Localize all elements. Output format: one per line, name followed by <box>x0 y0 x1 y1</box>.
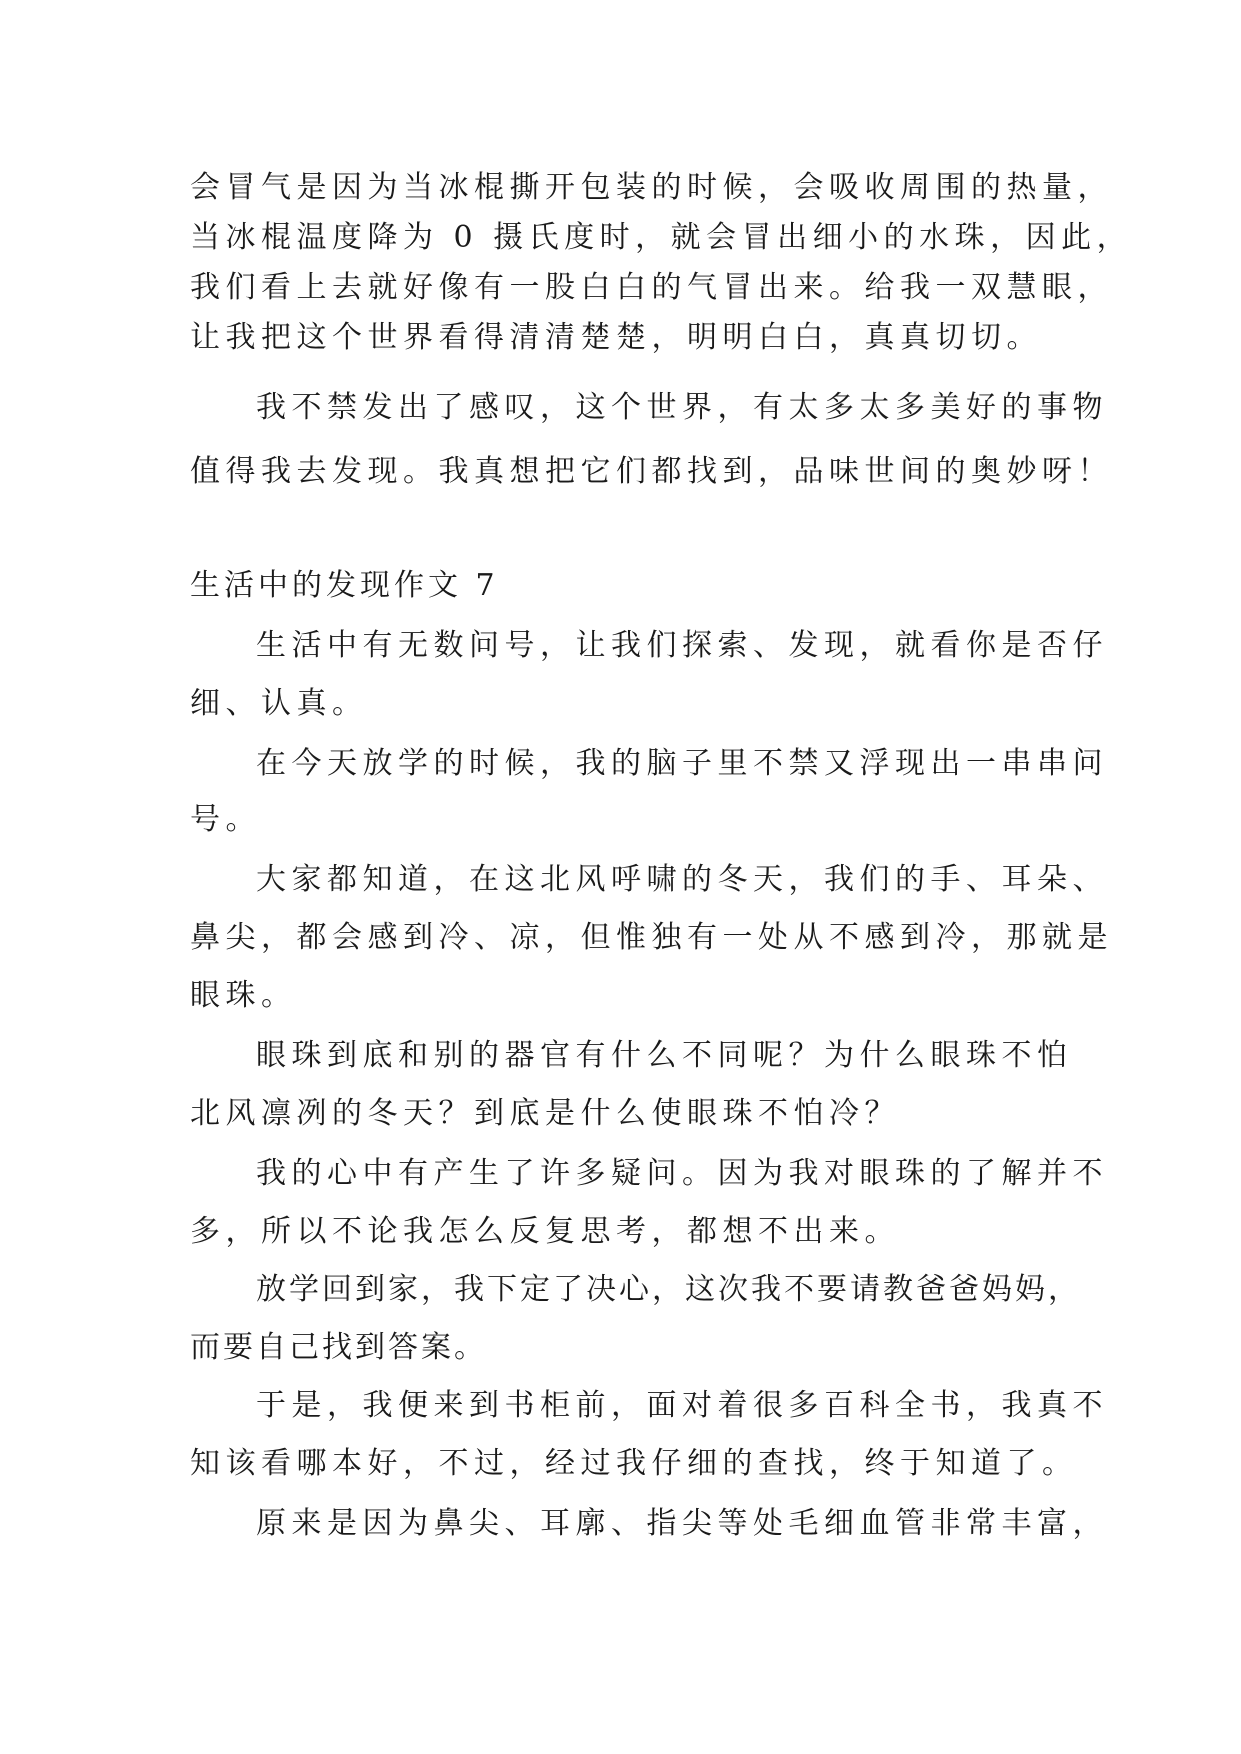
text-line: 而要自己找到答案。 <box>190 1330 487 1365</box>
text-line: 会冒气是因为当冰棍撕开包装的时候，会吸收周围的热量， <box>190 170 1113 205</box>
text-line: 知该看哪本好，不过，经过我仔细的查找，终于知道了。 <box>190 1446 1078 1481</box>
text-line: 鼻尖，都会感到冷、凉，但惟独有一处从不感到冷，那就是 <box>190 920 1113 955</box>
text-line: 号。 <box>190 802 261 837</box>
text-line: 在今天放学的时候，我的脑子里不禁又浮现出一串串问 <box>256 746 1108 781</box>
text-line: 于是，我便来到书柜前，面对着很多百科全书，我真不 <box>256 1388 1108 1423</box>
text-line: 眼珠。 <box>190 978 297 1013</box>
text-line: 我不禁发出了感叹，这个世界，有太多太多美好的事物 <box>256 390 1108 425</box>
text-line: 原来是因为鼻尖、耳廓、指尖等处毛细血管非常丰富， <box>256 1506 1108 1541</box>
text-line: 生活中有无数问号，让我们探索、发现，就看你是否仔 <box>256 628 1108 663</box>
text-line: 我们看上去就好像有一股白白的气冒出来。给我一双慧眼， <box>190 270 1113 305</box>
text-line: 值得我去发现。我真想把它们都找到，品味世间的奥妙呀！ <box>190 454 1113 489</box>
text-line: 北风凛冽的冬天？到底是什么使眼珠不怕冷？ <box>190 1096 900 1131</box>
text-line: 让我把这个世界看得清清楚楚，明明白白，真真切切。 <box>190 320 1042 355</box>
text-line: 当冰棍温度降为 0 摄氏度时，就会冒出细小的水珠，因此， <box>190 220 1133 255</box>
essay-heading: 生活中的发现作文 7 <box>190 568 499 603</box>
text-line: 我的心中有产生了许多疑问。因为我对眼珠的了解并不 <box>256 1156 1108 1191</box>
text-line: 眼珠到底和别的器官有什么不同呢？为什么眼珠不怕 <box>256 1038 1073 1073</box>
text-line: 大家都知道，在这北风呼啸的冬天，我们的手、耳朵、 <box>256 862 1108 897</box>
text-line: 多，所以不论我怎么反复思考，都想不出来。 <box>190 1214 900 1249</box>
text-line: 放学回到家，我下定了决心，这次我不要请教爸爸妈妈， <box>256 1272 1081 1307</box>
text-line: 细、认真。 <box>190 686 368 721</box>
